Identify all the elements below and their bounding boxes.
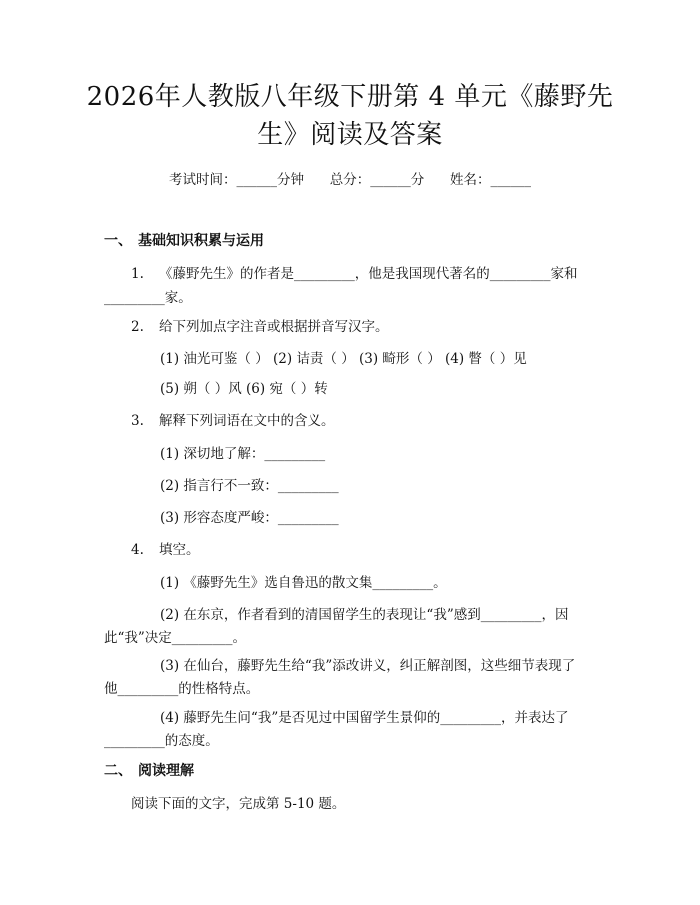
question-4-number: 4. [131,542,144,558]
exam-name: 姓名：______ [450,172,531,188]
document-title [60,78,640,154]
exam-meta [0,168,700,188]
question-2-row-2: (5) 朔（ ）风 (6) 宛（ ）转 [160,381,328,397]
title-line-1: 2026年人教版八年级下册第 4 单元《藤野先 [86,82,614,112]
section-2-number: 二、 [104,763,132,779]
question-1-line-2: _________家。 [104,290,192,306]
section-1-heading [104,230,264,250]
exam-time: 考试时间：______分钟 [169,172,304,188]
section-2-heading [104,760,194,780]
section-1-title: 基础知识积累与运用 [138,233,264,249]
question-4: 4. 填空。 [131,542,200,558]
question-3-item-3: (3) 形容态度严峻：_________ [160,510,339,526]
question-4-item-2-line-1: (2) 在东京，作者看到的清国留学生的表现让“我”感到_________，因 [160,607,569,623]
question-4-item-4-line-2: _________的态度。 [104,733,219,749]
question-3-item-2: (2) 指言行不一致：_________ [160,478,339,494]
question-4-item-3-line-2: 他_________的性格特点。 [104,681,260,697]
question-4-item-4-line-1: (4) 藤野先生问“我”是否见过中国留学生景仰的_________，并表达了 [160,710,569,726]
section-1-number: 一、 [104,233,132,249]
question-1-line-1: 1. 《藤野先生》的作者是_________，他是我国现代著名的_________家和 [131,266,578,282]
exam-score: 总分：______分 [329,172,425,188]
question-1-number: 1. [131,266,144,282]
question-2-row-1: (1) 油光可鉴（ ） (2) 诘责（ ） (3) 畸形（ ） (4) 瞥（ ）见 [160,351,527,367]
question-3-number: 3. [131,413,144,429]
section-2-title: 阅读理解 [138,763,194,779]
title-line-2: 生》阅读及答案 [257,120,443,150]
question-2: 2. 给下列加点字注音或根据拼音写汉字。 [131,319,389,335]
question-3: 3. 解释下列词语在文中的含义。 [131,413,335,429]
question-2-number: 2. [131,319,144,335]
question-4-item-2-line-2: 此“我”决定_________。 [104,630,247,646]
question-3-item-1: (1) 深切地了解：_________ [160,446,326,462]
question-4-item-1: (1) 《藤野先生》选自鲁迅的散文集_________。 [160,575,447,591]
reading-intro: 阅读下面的文字，完成第 5-10 题。 [131,796,346,812]
question-4-item-3-line-1: (3) 在仙台，藤野先生给“我”添改讲义，纠正解剖图，这些细节表现了 [160,658,576,674]
